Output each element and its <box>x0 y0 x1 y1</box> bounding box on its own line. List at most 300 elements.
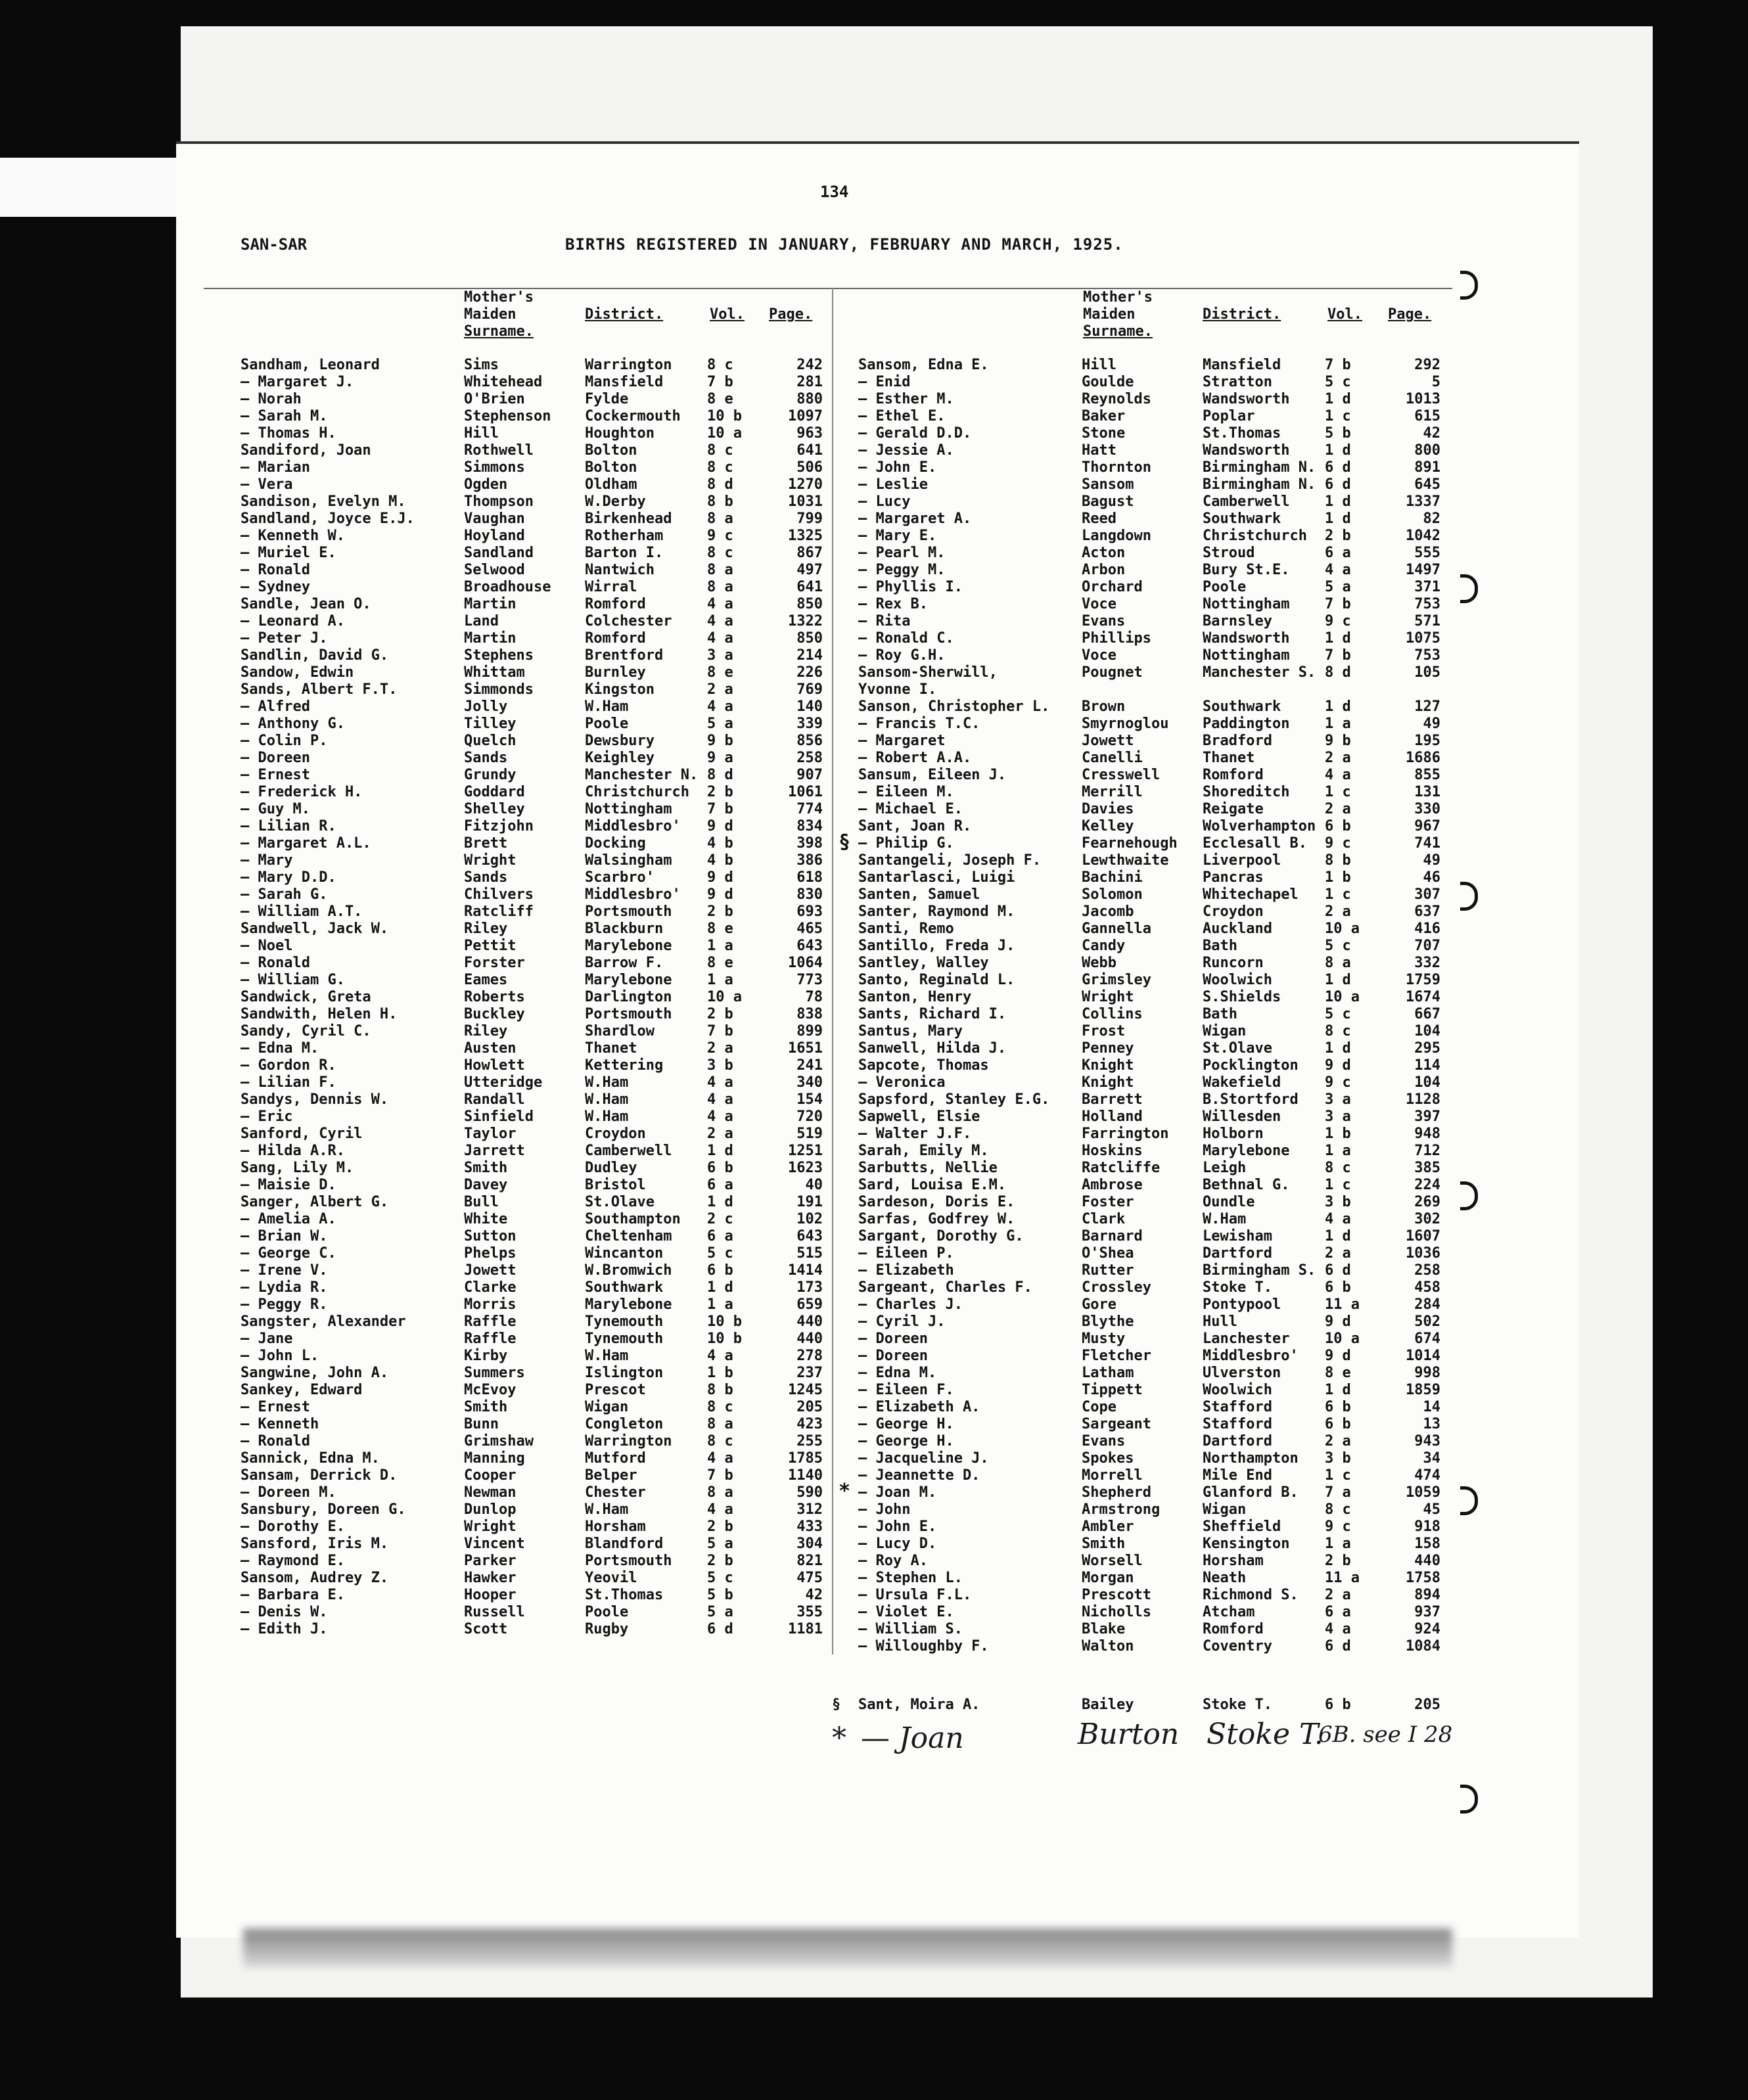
entry-district: W.Ham <box>585 1501 629 1518</box>
entry-volume: 5 c <box>1325 1006 1351 1022</box>
entry-district: Mansfield <box>585 374 664 390</box>
entry-district: Shoreditch <box>1203 784 1290 800</box>
entry-name: — Muriel E. <box>241 545 336 561</box>
entry-district: B.Stortford <box>1203 1091 1299 1108</box>
entry-page: 830 <box>796 886 823 903</box>
entry-volume: 6 a <box>707 1177 733 1193</box>
entry-volume: 1 c <box>1325 408 1351 424</box>
entry-page: 899 <box>796 1023 823 1039</box>
entry-name: — Violet E. <box>858 1604 954 1620</box>
entry-mother-surname: Simmonds <box>464 681 534 698</box>
entry-mother-surname: Grimshaw <box>464 1433 534 1449</box>
entry-page: 385 <box>1414 1160 1440 1176</box>
entry-name: Sangster, Alexander <box>241 1313 406 1330</box>
entry-name: — Jacqueline J. <box>858 1450 989 1467</box>
entry-name: Sansford, Iris M. <box>241 1536 389 1552</box>
entry-mother-surname: Rutter <box>1082 1262 1134 1279</box>
handwritten-name: — Joan <box>861 1722 964 1755</box>
entry-mother-surname: Barnard <box>1082 1228 1143 1244</box>
entry-mother-surname: Evans <box>1082 1433 1126 1449</box>
entry-page: 307 <box>1414 886 1440 903</box>
entry-district: Bath <box>1203 1006 1237 1022</box>
entry-volume: 1 c <box>1325 886 1351 903</box>
entry-mother-surname: Orchard <box>1082 579 1143 595</box>
entry-name: Santley, Walley <box>858 955 989 971</box>
entry-page: 753 <box>1414 596 1440 612</box>
entry-name: — Eric <box>241 1108 293 1125</box>
entry-page: 281 <box>796 374 823 390</box>
entry-district: Wandsworth <box>1203 630 1290 647</box>
entry-mother-surname: Fletcher <box>1082 1348 1151 1364</box>
entry-mother-surname: Lewthwaite <box>1082 852 1169 869</box>
entry-name: Santer, Raymond M. <box>858 903 1015 920</box>
entry-district: Reigate <box>1203 801 1264 817</box>
entry-mother-surname: Stephens <box>464 647 534 664</box>
entry-district: Runcorn <box>1203 955 1264 971</box>
entry-district: Chester <box>585 1484 646 1501</box>
entry-district: W.Derby <box>585 493 646 510</box>
entry-volume: 1 d <box>707 1194 733 1210</box>
entry-name: — Mary E. <box>858 528 937 544</box>
entry-page: 45 <box>1423 1501 1440 1518</box>
entry-mother-surname: Ambrose <box>1082 1177 1143 1193</box>
entry-mother-surname: Nicholls <box>1082 1604 1151 1620</box>
entry-mother-surname: Clarke <box>464 1279 517 1296</box>
entry-page: 102 <box>796 1211 823 1227</box>
entry-page: 1497 <box>1406 562 1440 578</box>
entry-name: — George C. <box>241 1245 336 1262</box>
entry-page: 237 <box>796 1365 823 1381</box>
entry-volume: 2 a <box>707 1040 733 1057</box>
entry-volume: 4 a <box>707 1091 733 1108</box>
page-header-right: Page. <box>1388 306 1432 323</box>
entry-volume: 9 d <box>707 818 733 834</box>
entry-page: 258 <box>796 750 823 766</box>
entry-district: Dewsbury <box>585 733 655 749</box>
entry-volume: 9 c <box>1325 1074 1351 1091</box>
entry-volume: 8 d <box>1325 664 1351 681</box>
entry-district: Oundle <box>1203 1194 1255 1210</box>
entry-district: Neath <box>1203 1570 1247 1586</box>
entry-mother-surname: Hill <box>1082 357 1116 373</box>
entry-volume: 8 e <box>707 921 733 937</box>
entry-mother-surname: Kelley <box>1082 818 1134 834</box>
entry-district: Bolton <box>585 442 637 459</box>
entry-district: Birmingham N. <box>1203 476 1316 493</box>
entry-page: 800 <box>1414 442 1440 459</box>
entry-mother-surname: Hoskins <box>1082 1143 1143 1159</box>
entry-mother-surname: Gore <box>1082 1296 1116 1313</box>
entry-mother-surname: Sims <box>464 357 499 373</box>
entry-name: Santon, Henry <box>858 989 972 1005</box>
entry-volume: 1 a <box>707 972 733 988</box>
entry-page: 465 <box>796 921 823 937</box>
entry-page: 948 <box>1414 1126 1440 1142</box>
entry-volume: 3 a <box>707 647 733 664</box>
entry-name: — Guy M. <box>241 801 310 817</box>
entry-page: 332 <box>1414 955 1440 971</box>
entry-page: 1031 <box>788 493 823 510</box>
entry-district: Mansfield <box>1203 357 1281 373</box>
entry-district: St.Thomas <box>585 1587 664 1603</box>
entry-district: Houghton <box>585 425 655 442</box>
entry-name: Sansom-Sherwill, <box>858 664 998 681</box>
entry-district: Camberwell <box>1203 493 1290 510</box>
entry-district: Woolwich <box>1203 1382 1272 1398</box>
entry-page: 255 <box>796 1433 823 1449</box>
entry-mother-surname: Grundy <box>464 767 517 783</box>
entry-mother-surname: Tilley <box>464 716 517 732</box>
entry-mother-surname: Phelps <box>464 1245 517 1262</box>
entry-district: Wolverhampton <box>1203 818 1316 834</box>
entry-name: Sandham, Leonard <box>241 357 380 373</box>
entry-district: Tynemouth <box>585 1313 664 1330</box>
entry-page: 753 <box>1414 647 1440 664</box>
entry-page: 258 <box>1414 1262 1440 1279</box>
entry-page: 440 <box>796 1331 823 1347</box>
entry-page: 1674 <box>1406 989 1440 1005</box>
entry-volume: 1 d <box>1325 391 1351 407</box>
entry-district: W.Ham <box>585 698 629 715</box>
entry-page: 34 <box>1423 1450 1440 1467</box>
entry-volume: 7 b <box>707 801 733 817</box>
entry-name: — Anthony G. <box>241 716 345 732</box>
district-header-right: District. <box>1203 306 1281 323</box>
entry-district: Northampton <box>1203 1450 1299 1467</box>
entry-volume: 8 a <box>707 511 733 527</box>
entry-district: Darlington <box>585 989 672 1005</box>
entry-district: Wandsworth <box>1203 442 1290 459</box>
entry-name: — Pearl M. <box>858 545 946 561</box>
entry-mother-surname: Walton <box>1082 1638 1134 1655</box>
entry-mother-surname: Hooper <box>464 1587 517 1603</box>
entry-district: Kensington <box>1203 1536 1290 1552</box>
page-edge-strip <box>0 158 181 217</box>
entry-volume: 5 c <box>1325 938 1351 954</box>
entry-mother-surname: Knight <box>1082 1057 1134 1074</box>
entry-volume: 7 b <box>1325 357 1351 373</box>
entry-mother-surname: Bachini <box>1082 869 1143 886</box>
entry-page: 637 <box>1414 903 1440 920</box>
entry-district: Nottingham <box>1203 596 1290 612</box>
page-heading: BIRTHS REGISTERED IN JANUARY, FEBRUARY AND MARCH, 1925. <box>565 235 1124 254</box>
entry-mother-surname: Jowett <box>464 1262 517 1279</box>
entry-volume: 5 b <box>1325 425 1351 442</box>
entry-mother-surname: Parker <box>464 1553 517 1569</box>
entry-mother-surname: Davey <box>464 1177 508 1193</box>
entry-district: Portsmouth <box>585 1006 672 1022</box>
entry-district: Warrington <box>585 1433 672 1449</box>
entry-volume: 9 d <box>707 886 733 903</box>
entry-mother-surname: Morrell <box>1082 1467 1143 1484</box>
entry-name: — Lucy D. <box>858 1536 937 1552</box>
entry-name: — Edna M. <box>241 1040 319 1057</box>
entry-name: Santarlasci, Luigi <box>858 869 1015 886</box>
entry-page: 173 <box>796 1279 823 1296</box>
entry-volume: 6 d <box>1325 1638 1351 1655</box>
entry-name: — Esther M. <box>858 391 954 407</box>
entry-name: — Barbara E. <box>241 1587 345 1603</box>
entry-mother-surname: Utteridge <box>464 1074 543 1091</box>
entry-volume: 2 a <box>1325 1587 1351 1603</box>
entry-district: Docking <box>585 835 646 852</box>
entry-volume: 1 d <box>1325 493 1351 510</box>
entry-name: — Rita <box>858 613 911 629</box>
entry-mother-surname: O'Shea <box>1082 1245 1134 1262</box>
entry-volume: 9 c <box>1325 613 1351 629</box>
entry-name: — Margaret A.L. <box>241 835 371 852</box>
entry-volume: 8 e <box>707 955 733 971</box>
footnote-page: 205 <box>1414 1697 1440 1713</box>
entry-volume: 5 c <box>1325 374 1351 390</box>
entry-district: Romford <box>1203 1621 1264 1637</box>
surname-range: SAN-SAR <box>241 235 308 254</box>
entry-mother-surname: Smith <box>1082 1536 1126 1552</box>
entry-district: Congleton <box>585 1416 664 1432</box>
entry-name: Sapwell, Elsie <box>858 1108 980 1125</box>
entry-name: — Doreen <box>241 750 310 766</box>
entry-volume: 9 c <box>707 528 733 544</box>
entry-district: Poole <box>585 716 629 732</box>
entry-mother-surname: Shelley <box>464 801 525 817</box>
entry-volume: 11 a <box>1325 1296 1360 1313</box>
entry-name: — Eileen M. <box>858 784 954 800</box>
entry-volume: 2 b <box>707 903 733 920</box>
entry-volume: 3 a <box>1325 1091 1351 1108</box>
entry-volume: 3 b <box>1325 1450 1351 1467</box>
entry-district: Birmingham S. <box>1203 1262 1316 1279</box>
entry-volume: 10 a <box>1325 989 1360 1005</box>
entry-mother-surname: Russell <box>464 1604 525 1620</box>
entry-mother-surname: Ratcliffe <box>1082 1160 1161 1176</box>
entry-volume: 8 c <box>707 545 733 561</box>
entry-page: 42 <box>805 1587 823 1603</box>
entry-mother-surname: Scott <box>464 1621 508 1637</box>
entry-district: Burnley <box>585 664 646 681</box>
entry-district: Romford <box>585 630 646 647</box>
entry-name: Sands, Albert F.T. <box>241 681 398 698</box>
entry-mother-surname: Evans <box>1082 613 1126 629</box>
entry-volume: 4 b <box>707 852 733 869</box>
entry-district: Southwark <box>1203 511 1281 527</box>
entry-name: — Peggy M. <box>858 562 946 578</box>
entry-district: Ulverston <box>1203 1365 1281 1381</box>
entry-page: 205 <box>796 1399 823 1415</box>
entry-name: — John <box>858 1501 911 1518</box>
entry-volume: 6 b <box>1325 1399 1351 1415</box>
entry-volume: 1 d <box>1325 972 1351 988</box>
entry-name: — Colin P. <box>241 733 328 749</box>
entry-district: Bethnal G. <box>1203 1177 1290 1193</box>
entry-district: Sheffield <box>1203 1518 1281 1535</box>
entry-volume: 8 e <box>1325 1365 1351 1381</box>
entry-page: 1064 <box>788 955 823 971</box>
handwritten-district: Stoke T. <box>1207 1718 1323 1751</box>
entry-name: — Raymond E. <box>241 1553 345 1569</box>
entry-name: — Stephen L. <box>858 1570 963 1586</box>
entry-mother-surname: Latham <box>1082 1365 1134 1381</box>
entry-district: Horsham <box>1203 1553 1264 1569</box>
entry-volume: 4 a <box>707 698 733 715</box>
entry-name: — Amelia A. <box>241 1211 336 1227</box>
entry-volume: 9 d <box>1325 1057 1351 1074</box>
entry-page: 1414 <box>788 1262 823 1279</box>
entry-page: 49 <box>1423 852 1440 869</box>
entry-name: — Kenneth W. <box>241 528 345 544</box>
entry-mother-surname: Morgan <box>1082 1570 1134 1586</box>
entry-name: — Jane <box>241 1331 293 1347</box>
entry-mother-surname: Newman <box>464 1484 517 1501</box>
entry-mother-surname: Musty <box>1082 1331 1126 1347</box>
handwritten-mother: Burton <box>1078 1718 1180 1751</box>
entry-page: 693 <box>796 903 823 920</box>
entry-page: 40 <box>805 1177 823 1193</box>
entry-name: — Rex B. <box>858 596 928 612</box>
entry-name: — Elizabeth <box>858 1262 954 1279</box>
entry-mother-surname: Merrill <box>1082 784 1143 800</box>
entry-district: Middlesbro' <box>585 818 681 834</box>
entry-mother-surname: Acton <box>1082 545 1126 561</box>
entry-page: 519 <box>796 1126 823 1142</box>
entry-district: Atcham <box>1203 1604 1255 1620</box>
entry-volume: 9 d <box>1325 1313 1351 1330</box>
entry-name: — Brian W. <box>241 1228 328 1244</box>
entry-page: 127 <box>1414 698 1440 715</box>
entry-name: — Francis T.C. <box>858 716 980 732</box>
entry-page: 191 <box>796 1194 823 1210</box>
entry-volume: 6 a <box>1325 545 1351 561</box>
entry-name: Sargant, Dorothy G. <box>858 1228 1024 1244</box>
entry-district: W.Ham <box>585 1074 629 1091</box>
entry-volume: 8 c <box>707 357 733 373</box>
entry-page: 867 <box>796 545 823 561</box>
entry-district: Wandsworth <box>1203 391 1290 407</box>
entry-page: 769 <box>796 681 823 698</box>
entry-volume: 6 b <box>1325 1416 1351 1432</box>
entry-page: 571 <box>1414 613 1440 629</box>
entry-district: Middlesbro' <box>1203 1348 1299 1364</box>
entry-page: 1785 <box>788 1450 823 1467</box>
entry-district: Belper <box>585 1467 637 1484</box>
entry-name: — Dorothy E. <box>241 1518 345 1535</box>
entry-page: 458 <box>1414 1279 1440 1296</box>
entry-mother-surname: Wright <box>1082 989 1134 1005</box>
entry-mother-surname: Collins <box>1082 1006 1143 1022</box>
entry-name: — Walter J.F. <box>858 1126 972 1142</box>
entry-page: 741 <box>1414 835 1440 852</box>
entry-district: W.Ham <box>585 1091 629 1108</box>
entry-page: 1607 <box>1406 1228 1440 1244</box>
section-mark: § <box>839 831 851 854</box>
entry-volume: 1 d <box>1325 630 1351 647</box>
entry-mother-surname: Quelch <box>464 733 517 749</box>
entry-page: 712 <box>1414 1143 1440 1159</box>
entry-volume: 8 a <box>707 579 733 595</box>
entry-volume: 1 d <box>1325 511 1351 527</box>
entry-name: Sang, Lily M. <box>241 1160 354 1176</box>
entry-mother-surname: Whittam <box>464 664 525 681</box>
entry-name: Yvonne I. <box>858 681 937 698</box>
entry-volume: 8 e <box>707 664 733 681</box>
entry-name: Sant, Joan R. <box>858 818 972 834</box>
entry-volume: 6 d <box>1325 476 1351 493</box>
entry-page: 278 <box>796 1348 823 1364</box>
entry-page: 850 <box>796 630 823 647</box>
entry-name: — Lilian F. <box>241 1074 336 1091</box>
entry-page: 1075 <box>1406 630 1440 647</box>
entry-name: — Ronald C. <box>858 630 954 647</box>
entry-district: Wincanton <box>585 1245 664 1262</box>
entry-mother-surname: Tippett <box>1082 1382 1143 1398</box>
scan-shadow <box>243 1929 1452 1968</box>
entry-volume: 1 a <box>707 1296 733 1313</box>
entry-name: Sangwine, John A. <box>241 1365 389 1381</box>
entry-page: 423 <box>796 1416 823 1432</box>
entry-page: 838 <box>796 1006 823 1022</box>
entry-volume: 6 b <box>707 1160 733 1176</box>
entry-district: Stroud <box>1203 545 1255 561</box>
entry-page: 42 <box>1423 425 1440 442</box>
entry-page: 880 <box>796 391 823 407</box>
entry-name: — Peter J. <box>241 630 328 647</box>
entry-district: Paddington <box>1203 716 1290 732</box>
entry-volume: 1 a <box>707 938 733 954</box>
entry-mother-surname: McEvoy <box>464 1382 517 1398</box>
entry-page: 907 <box>796 767 823 783</box>
entry-mother-surname: Smith <box>464 1399 508 1415</box>
entry-name: — William S. <box>858 1621 963 1637</box>
entry-district: Cheltenham <box>585 1228 672 1244</box>
entry-name: — Edna M. <box>858 1365 937 1381</box>
entry-page: 241 <box>796 1057 823 1074</box>
entry-name: — Veronica <box>858 1074 946 1091</box>
entry-district: Dartford <box>1203 1433 1272 1449</box>
entry-district: Stafford <box>1203 1416 1272 1432</box>
entry-mother-surname: Webb <box>1082 955 1116 971</box>
entry-volume: 6 b <box>1325 818 1351 834</box>
entry-name: — Eileen F. <box>858 1382 954 1398</box>
entry-name: Sansam, Derrick D. <box>241 1467 398 1484</box>
entry-name: Sandwith, Helen H. <box>241 1006 398 1022</box>
entry-district: Manchester N. <box>585 767 699 783</box>
entry-district: Holborn <box>1203 1126 1264 1142</box>
entry-district: Stafford <box>1203 1399 1272 1415</box>
entry-district: Rotherham <box>585 528 664 544</box>
entry-page: 330 <box>1414 801 1440 817</box>
entry-district: Stoke T. <box>1203 1279 1272 1296</box>
entry-page: 667 <box>1414 1006 1440 1022</box>
entry-name: Santo, Reginald L. <box>858 972 1015 988</box>
entry-name: Sanwell, Hilda J. <box>858 1040 1007 1057</box>
entry-name: — Sarah G. <box>241 886 328 903</box>
entry-name: Sard, Louisa E.M. <box>858 1177 1007 1193</box>
entry-page: 963 <box>796 425 823 442</box>
entry-name: Sandison, Evelyn M. <box>241 493 406 510</box>
entry-district: Scarbro' <box>585 869 655 886</box>
entry-volume: 9 b <box>707 733 733 749</box>
entry-name: — Norah <box>241 391 302 407</box>
footnote-mother: Bailey <box>1082 1697 1134 1713</box>
entry-page: 615 <box>1414 408 1440 424</box>
entry-name: — Ursula F.L. <box>858 1587 972 1603</box>
entry-name: — Hilda A.R. <box>241 1143 345 1159</box>
entry-mother-surname: Blake <box>1082 1621 1126 1637</box>
entry-name: — Kenneth <box>241 1416 319 1432</box>
entry-name: — Eileen P. <box>858 1245 954 1262</box>
entry-name: Sargeant, Charles F. <box>858 1279 1032 1296</box>
entry-mother-surname: Canelli <box>1082 750 1143 766</box>
entry-district: Bradford <box>1203 733 1272 749</box>
